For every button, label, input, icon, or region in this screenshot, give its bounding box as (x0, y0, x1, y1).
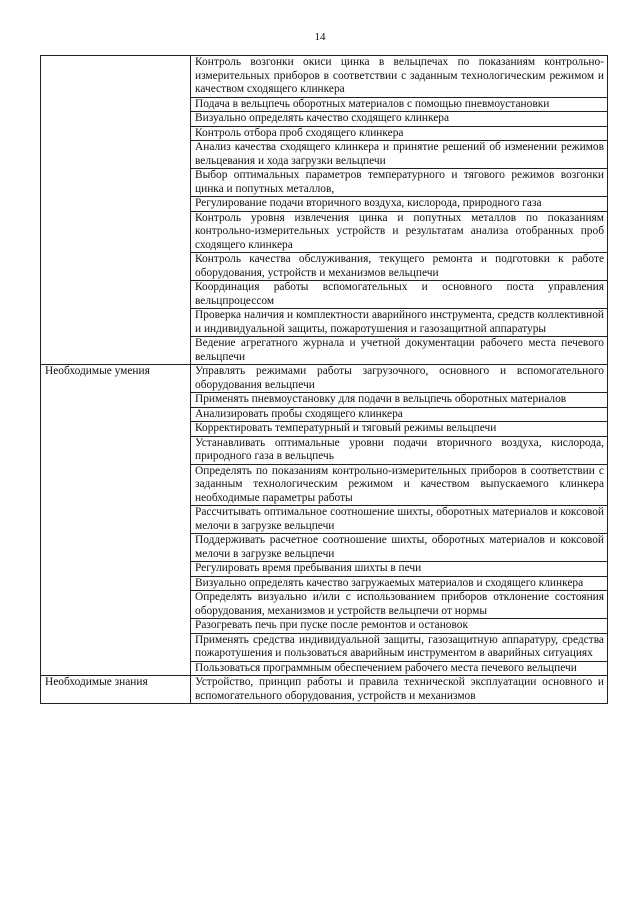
page-number: 14 (314, 31, 326, 43)
table-cell: Координация работы вспомогательных и основного поста управления вельцпроцессом (191, 281, 608, 309)
table-row (41, 56, 608, 98)
table-cell: Поддерживать расчетное соотношение шихты, оборотных материалов и коксовой мелочи в загрузке вельцпечи (191, 534, 608, 562)
table-cell: Разогревать печь при пуске после ремонтов и остановок (191, 619, 608, 634)
table-cell: Контроль уровня извлечения цинка и попутных металлов по показаниям контрольно-измерительных устройств и результатам анализа отобранных проб сходящего клинкера (191, 211, 608, 253)
table-cell: Контроль возгонки окиси цинка в вельцпечах по показаниям контрольно-измерительных приборов в соответствии с заданным технологическим режимом и качеством сходящего клинкера (191, 56, 608, 98)
table-row (41, 365, 608, 393)
section-label (41, 56, 191, 365)
table-cell: Проверка наличия и комплектности аварийного инструмента, средств коллективной и индивидуальной защиты, пожаротушения и газозащитной аппаратуры (191, 309, 608, 337)
table-cell: Корректировать температурный и тяговый режимы вельцпечи (191, 422, 608, 437)
table-cell: Применять средства индивидуальной защиты, газозащитную аппаратуру, средства пожаротушения и пользоваться аварийным инструментом в аварийных ситуациях (191, 633, 608, 661)
section-label: Необходимые знания (41, 676, 191, 704)
table-cell: Устанавливать оптимальные уровни подачи вторичного воздуха, кислорода, природного газа в вельцпечь (191, 436, 608, 464)
table-cell: Регулирование подачи вторичного воздуха, кислорода, природного газа (191, 197, 608, 212)
table-cell: Анализировать пробы сходящего клинкера (191, 407, 608, 422)
table-cell: Визуально определять качество сходящего клинкера (191, 112, 608, 127)
table-cell: Пользоваться программным обеспечением рабочего места печевого вельцпечи (191, 661, 608, 676)
table-cell: Определять по показаниям контрольно-измерительных приборов в соответствии с заданным технологическим режимом и качеством выпускаемого клинкера необходимые параметры работы (191, 464, 608, 506)
table-cell: Рассчитывать оптимальное соотношение шихты, оборотных материалов и коксовой мелочи в загрузке вельцпечи (191, 506, 608, 534)
table-cell: Устройство, принцип работы и правила технической эксплуатации основного и вспомогательного оборудования, устройств и механизмов (191, 676, 608, 704)
table-cell: Контроль качества обслуживания, текущего ремонта и подготовки к работе оборудования, устройств и механизмов вельцпечи (191, 253, 608, 281)
table-cell: Определять визуально и/или с использованием приборов отклонение состояния оборудования, механизмов и устройств вельцпечи от нормы (191, 591, 608, 619)
competency-table (40, 55, 608, 704)
section-label: Необходимые умения (41, 365, 191, 676)
table-cell: Регулировать время пребывания шихты в печи (191, 562, 608, 577)
table-cell: Подача в вельцпечь оборотных материалов с помощью пневмоустановки (191, 97, 608, 112)
table-cell: Выбор оптимальных параметров температурного и тягового режимов возгонки цинка и попутных металлов, (191, 169, 608, 197)
table-cell: Применять пневмоустановку для подачи в вельцпечь оборотных материалов (191, 393, 608, 408)
table-row (41, 676, 608, 704)
table-cell: Контроль отбора проб сходящего клинкера (191, 126, 608, 141)
table-cell: Управлять режимами работы загрузочного, основного и вспомогательного оборудования вельцпечи (191, 365, 608, 393)
table-cell: Ведение агрегатного журнала и учетной документации рабочего места печевого вельцпечи (191, 337, 608, 365)
table-cell: Визуально определять качество загружаемых материалов и сходящего клинкера (191, 576, 608, 591)
table-cell: Анализ качества сходящего клинкера и принятие решений об изменении режимов вельцевания и хода загрузки вельцпечи (191, 141, 608, 169)
